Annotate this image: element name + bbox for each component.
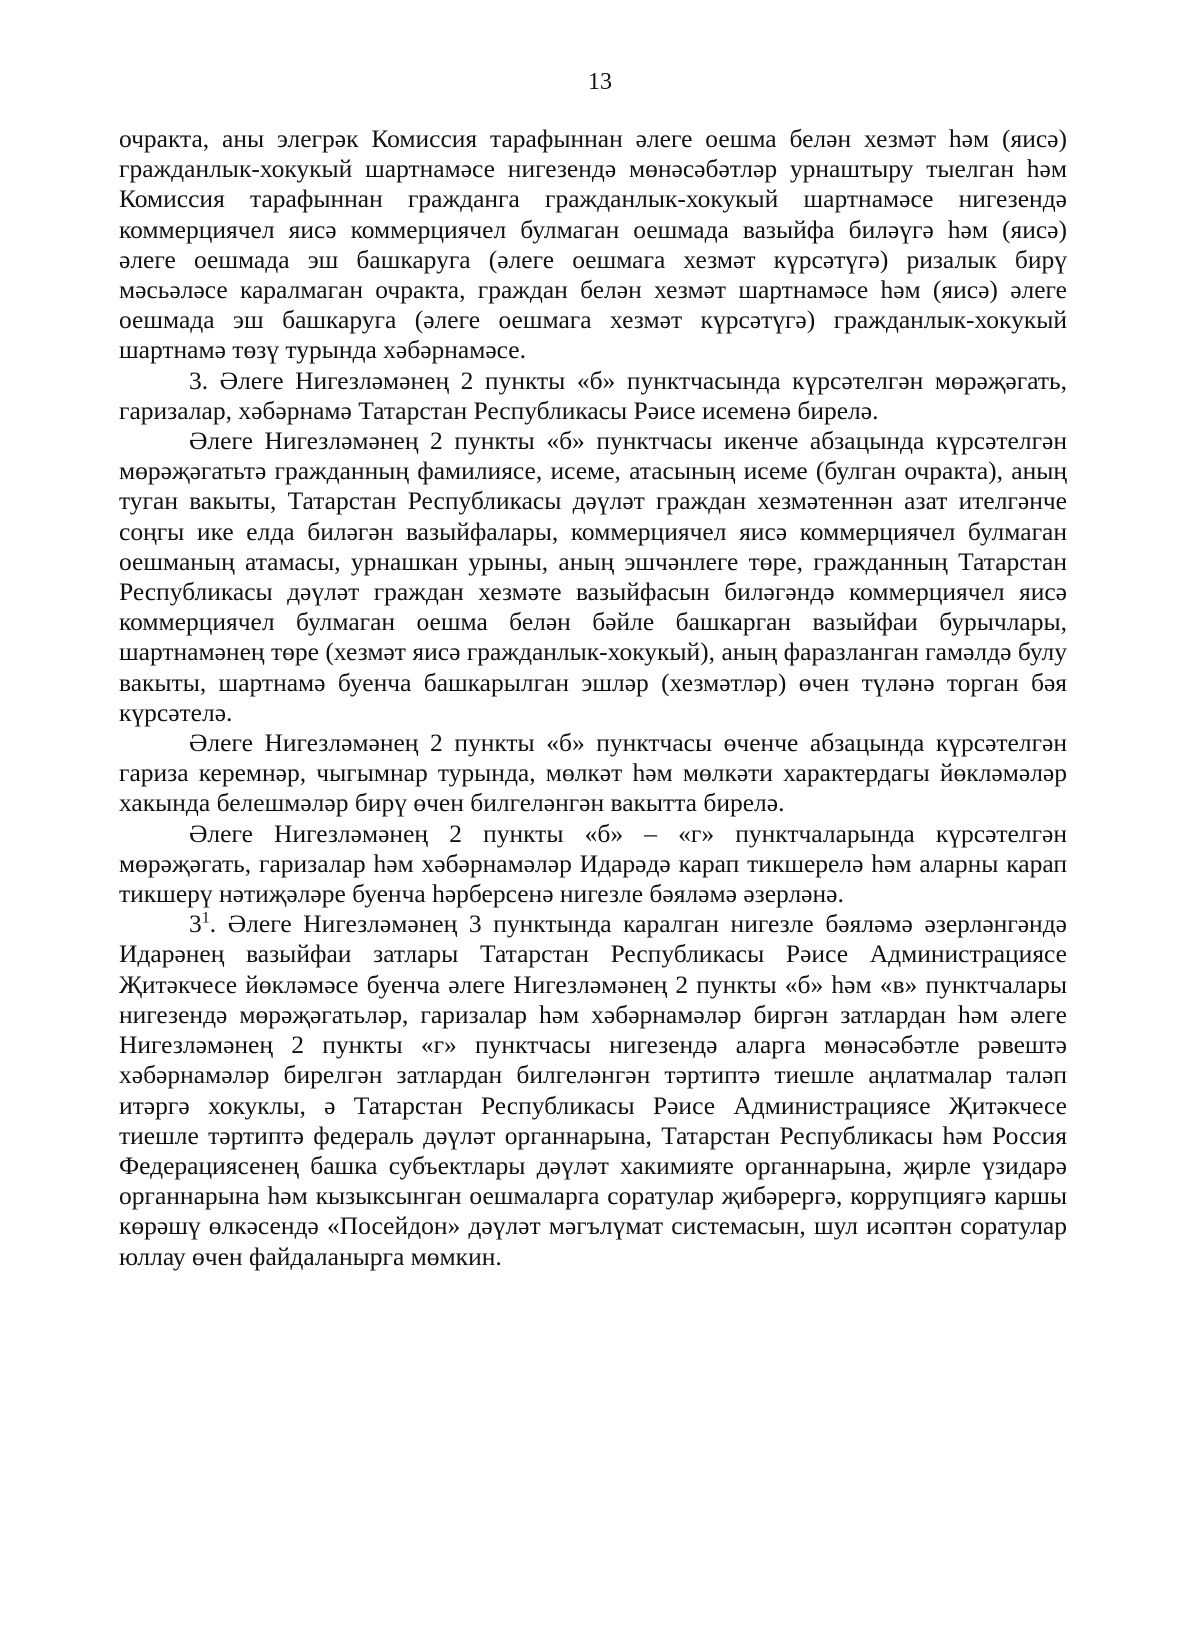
document-body [119,124,1067,1272]
clause-text: Әлеге Нигезләмәнең 3 пунктында каралган нигезле бәяләмә әзерләнгәндә Идарәнең вазыйфаи затлары Татарстан Республикасы Рәисе Администрациясе Җитәкчесе йөкләмәсе буенча әлеге Нигезләмәнең 2 пункты «б» һәм «в» пунктчалары нигезендә мөрәҗәгатьләр, гаризалар һәм хәбәрнамәләр биргән затлардан һәм әлеге Нигезләмәнең 2 пункты «г» пунктчасы нигезендә аларга мөнәсәбәтле рәвештә хәбәрнамәләр бирелгән затлардан билгеләнгән тәртиптә тиешле аңлатмалар таләп итәргә хокуклы, ә Татарстан Республикасы Рәисе Администрациясе Җитәкчесе тиешле тәртиптә федераль дәүләт органнарына, Татарстан Республикасы һәм Россия Федерациясенең башка субъектлары дәүләт хакимияте органнарына, җирле үзидарә органнарына һәм кызыксынган оешмаларга соратулар җибәрергә, коррупциягә каршы көрәшү өлкәсендә «Посейдон» дәүләт мәгълүмат системасын, шул исәптән соратулар юллау өчен файдаланырга мөмкин. [119,909,1067,1271]
paragraph-clause-3-1 [119,909,1067,1271]
clause-superscript: 1 [201,909,210,927]
clause-number: 3 [189,909,202,939]
paragraph-continuation: очракта, аны элегрәк Комиссия тарафыннан әлеге оешма белән хезмәт һәм (яисә) гражданлык-хокукый шартнамәсе нигезендә мөнәсәбәтләр урнаштыру тыелган һәм Комиссия тарафыннан гражданга гражданлык-хокукый шартнамәсе нигезендә коммерциячел яисә коммерциячел булмаган оешмада вазыйфа биләүгә һәм (яисә) әлеге оешмада эш башкаруга (әлеге оешмага хезмәт күрсәтүгә) ризалык бирү мәсьәләсе каралмаган очракта, граждан белән хезмәт шартнамәсе һәм (яисә) әлеге оешмада эш башкаруга (әлеге оешмага хезмәт күрсәтүгә) гражданлык-хокукый шартнамә төзү турында хәбәрнамәсе. [119,124,1067,365]
paragraph-review: Әлеге Нигезләмәнең 2 пункты «б» – «г» пунктчаларында күрсәтелгән мөрәҗәгать, гаризалар һәм хәбәрнамәләр Идарәдә карап тикшерелә һәм аларны карап тикшерү нәтиҗәләре буенча һәрберсенә нигезле бәяләмә әзерләнә. [119,818,1067,909]
clause-number-suffix: . [209,909,228,939]
paragraph-application-deadline: Әлеге Нигезләмәнең 2 пункты «б» пунктчасы өченче абзацында күрсәтелгән гариза керемнәр, чыгымнар турында, мөлкәт һәм мөлкәти характердагы йөкләмәләр хакында белешмәләр бирү өчен билгеләнгән вакытта бирелә. [119,728,1067,818]
paragraph-clause-3: 3. Әлеге Нигезләмәнең 2 пункты «б» пунктчасында күрсәтелгән мөрәҗәгать, гаризалар, хәбәрнамә Татарстан Республикасы Рәисе исеменә бирелә. [119,365,1067,425]
paragraph-appeal-contents: Әлеге Нигезләмәнең 2 пункты «б» пунктчасы икенче абзацында күрсәтелгән мөрәҗәгатьтә гражданның фамилиясе, исеме, атасының исеме (булган очракта), аның туган вакыты, Татарстан Республикасы дәүләт граждан хезмәтеннән азат ителгәнче соңгы ике елда биләгән вазыйфалары, коммерциячел яисә коммерциячел булмаган оешманың атамасы, урнашкан урыны, аның эшчәнлеге төре, гражданның Татарстан Республикасы дәүләт граждан хезмәте вазыйфасын биләгәндә коммерциячел яисә коммерциячел булмаган оешма белән бәйле башкарган вазыйфаи бурычлары, шартнамәнең төре (хезмәт яисә гражданлык-хокукый), аның фаразланган гамәлдә булу вакыты, шартнамә буенча башкарылган эшләр (хезмәтләр) өчен түләнә торган бәя күрсәтелә. [119,426,1067,727]
page-number: 13 [588,69,612,95]
